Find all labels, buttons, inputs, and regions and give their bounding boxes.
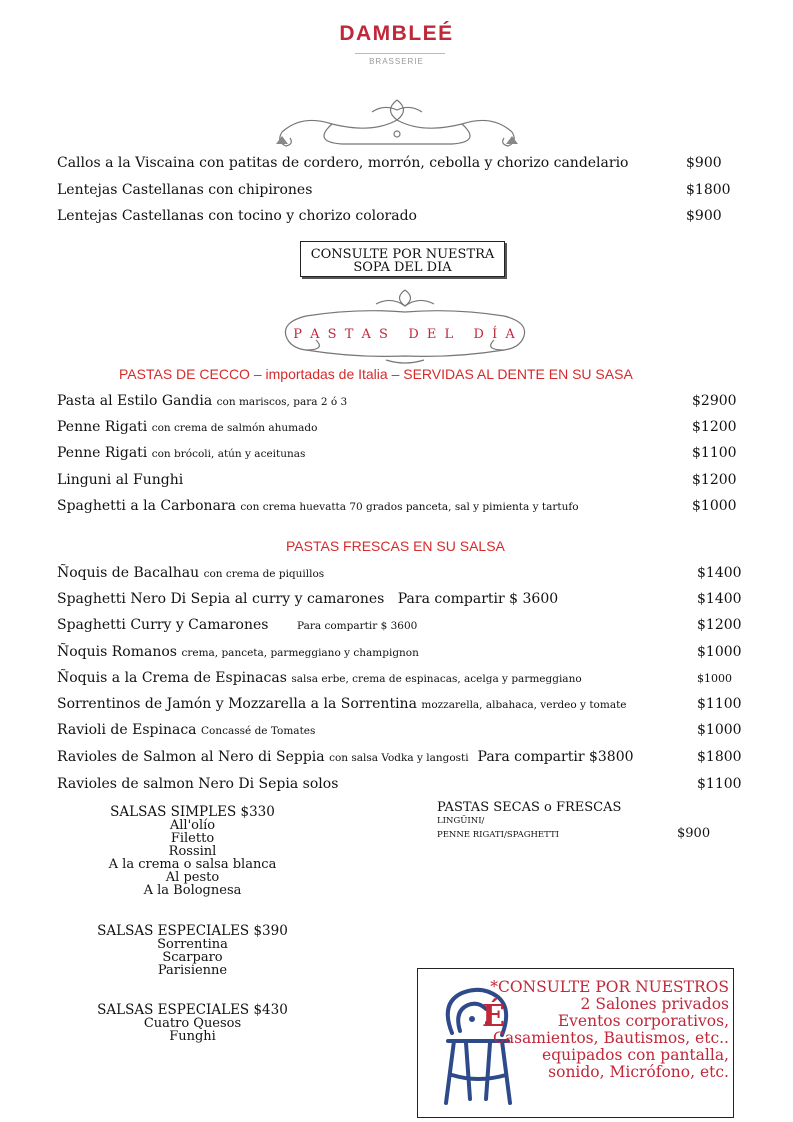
banner-line: Casamientos, Bautismos, etc.. xyxy=(492,1029,729,1047)
frescas-item: Sorrentinos de Jamón y Mozzarella a la Sorrentina mozzarella, albahaca, verdeo y tomate xyxy=(57,696,627,712)
banner-line: sonido, Micrófono, etc. xyxy=(548,1063,729,1081)
secas-line-2: PENNE RIGATI/SPAGHETTI xyxy=(437,830,559,840)
salsas-especiales-390-title: SALSAS ESPECIALES $390 xyxy=(97,923,288,939)
cecco-item: Pasta al Estilo Gandia con mariscos, para 2 ó 3 xyxy=(57,393,348,409)
salsa-item: A la Bolognesa xyxy=(143,883,242,898)
secas-title: PASTAS SECAS o FRESCAS xyxy=(437,800,622,815)
ornament-top xyxy=(272,94,522,156)
cecco-item-price: $1000 xyxy=(692,498,737,514)
frescas-item-price: $1100 xyxy=(697,776,742,792)
cecco-item: Penne Rigati con crema de salmón ahumado xyxy=(57,419,318,435)
logo-divider xyxy=(355,53,445,54)
frescas-item: Ravioles de Salmon al Nero di Seppia con salsa Vodka y langosti Para compartir $3800 xyxy=(57,749,634,765)
salones-banner xyxy=(417,968,734,1118)
salsa-item: Cuatro Quesos xyxy=(143,1016,242,1031)
secas-price: $900 xyxy=(677,826,711,841)
frescas-item: Ñoquis de Bacalhau con crema de piquillos xyxy=(57,565,325,581)
secas-line-1: LINGÜINI/ xyxy=(437,816,485,826)
frescas-heading: PASTAS FRESCAS EN SU SALSA xyxy=(286,538,505,554)
pastas-title: P A S T A S D E L D Í A xyxy=(293,327,517,342)
cecco-item: Spaghetti a la Carbonara con crema huevatta 70 grados panceta, sal y pimienta y tartufo xyxy=(57,498,579,514)
frescas-item-price: $1400 xyxy=(697,565,742,581)
salsas-simples xyxy=(60,806,325,897)
salsa-item: Sorrentina xyxy=(157,937,228,952)
frescas-item: Ravioles de salmon Nero Di Sepia solos xyxy=(57,776,339,792)
frescas-item-extra: Para compartir $ 3600 xyxy=(297,620,418,632)
frescas-item: Ñoquis a la Crema de Espinacas salsa erbe, crema de espinacas, acelga y parmeggiano xyxy=(57,670,582,686)
plato-2: Lentejas Castellanas con chipirones xyxy=(57,182,313,198)
salsa-item: All'olío xyxy=(169,818,216,833)
salsa-item: Al pesto xyxy=(165,870,220,885)
ornament-pastas xyxy=(276,286,534,366)
banner-line: 2 Salones privados xyxy=(580,995,729,1013)
banner-line: *CONSULTE POR NUESTROS xyxy=(490,978,729,996)
salsa-item: Scarparo xyxy=(162,950,223,965)
frescas-item-price: $1400 xyxy=(697,591,742,607)
salsa-item: A la crema o salsa blanca xyxy=(108,857,277,872)
sopa-line-2: SOPA DEL DIA xyxy=(353,260,452,275)
plato-1: Callos a la Viscaina con patitas de cordero, morrón, cebolla y chorizo candelario xyxy=(57,155,629,171)
frescas-item-price: $1100 xyxy=(697,696,742,712)
banner-line: Eventos corporativos, xyxy=(557,1012,729,1030)
frescas-item: Ñoquis Romanos crema, panceta, parmeggiano y champignon xyxy=(57,644,419,660)
sopa-box xyxy=(300,241,505,277)
banner-line: equipados con pantalla, xyxy=(542,1046,729,1064)
cecco-item: Penne Rigati con brócoli, atún y aceitunas xyxy=(57,445,306,461)
plato-1-price: $900 xyxy=(686,155,722,171)
plato-2-price: $1800 xyxy=(686,182,731,198)
cecco-item-price: $2900 xyxy=(692,393,737,409)
frescas-item-price: $1800 xyxy=(697,749,742,765)
salsas-especiales-430 xyxy=(60,1004,325,1043)
frescas-item-price: $1000 xyxy=(697,644,742,660)
cecco-item-price: $1200 xyxy=(692,419,737,435)
salsas-especiales-430-title: SALSAS ESPECIALES $430 xyxy=(97,1002,288,1018)
frescas-item: Spaghetti Curry y Camarones xyxy=(57,617,269,633)
frescas-item-price: $1000 xyxy=(697,722,742,738)
banner-logo-letter: É xyxy=(482,999,505,1034)
salsa-item: Parisienne xyxy=(157,963,228,978)
frescas-item-price: $1200 xyxy=(697,617,742,633)
plato-3: Lentejas Castellanas con tocino y chorizo colorado xyxy=(57,208,417,224)
brand-logo: DAMBLEÉ xyxy=(339,22,454,45)
sopa-line-1: CONSULTE POR NUESTRA xyxy=(310,247,495,262)
cecco-heading: PASTAS DE CECCO – importadas de Italia – SERVIDAS AL DENTE EN SU SASA xyxy=(119,366,633,382)
cecco-item: Linguni al Funghi xyxy=(57,472,184,488)
salsa-item: Funghi xyxy=(169,1029,216,1044)
frescas-item: Spaghetti Nero Di Sepia al curry y camarones Para compartir $ 3600 xyxy=(57,591,559,607)
salsas-especiales-390 xyxy=(60,925,325,977)
cecco-item-price: $1100 xyxy=(692,445,737,461)
salsas-simples-title: SALSAS SIMPLES $330 xyxy=(110,804,275,820)
brand-subtitle: BRASSERIE xyxy=(369,57,424,66)
plato-3-price: $900 xyxy=(686,208,722,224)
salsa-item: Filetto xyxy=(170,831,215,846)
salsa-item: Rossinl xyxy=(168,844,217,859)
cecco-item-price: $1200 xyxy=(692,472,737,488)
frescas-item: Ravioli de Espinaca Concassé de Tomates xyxy=(57,722,316,738)
frescas-item-price: $1000 xyxy=(697,672,732,685)
banner-text xyxy=(490,979,729,1081)
